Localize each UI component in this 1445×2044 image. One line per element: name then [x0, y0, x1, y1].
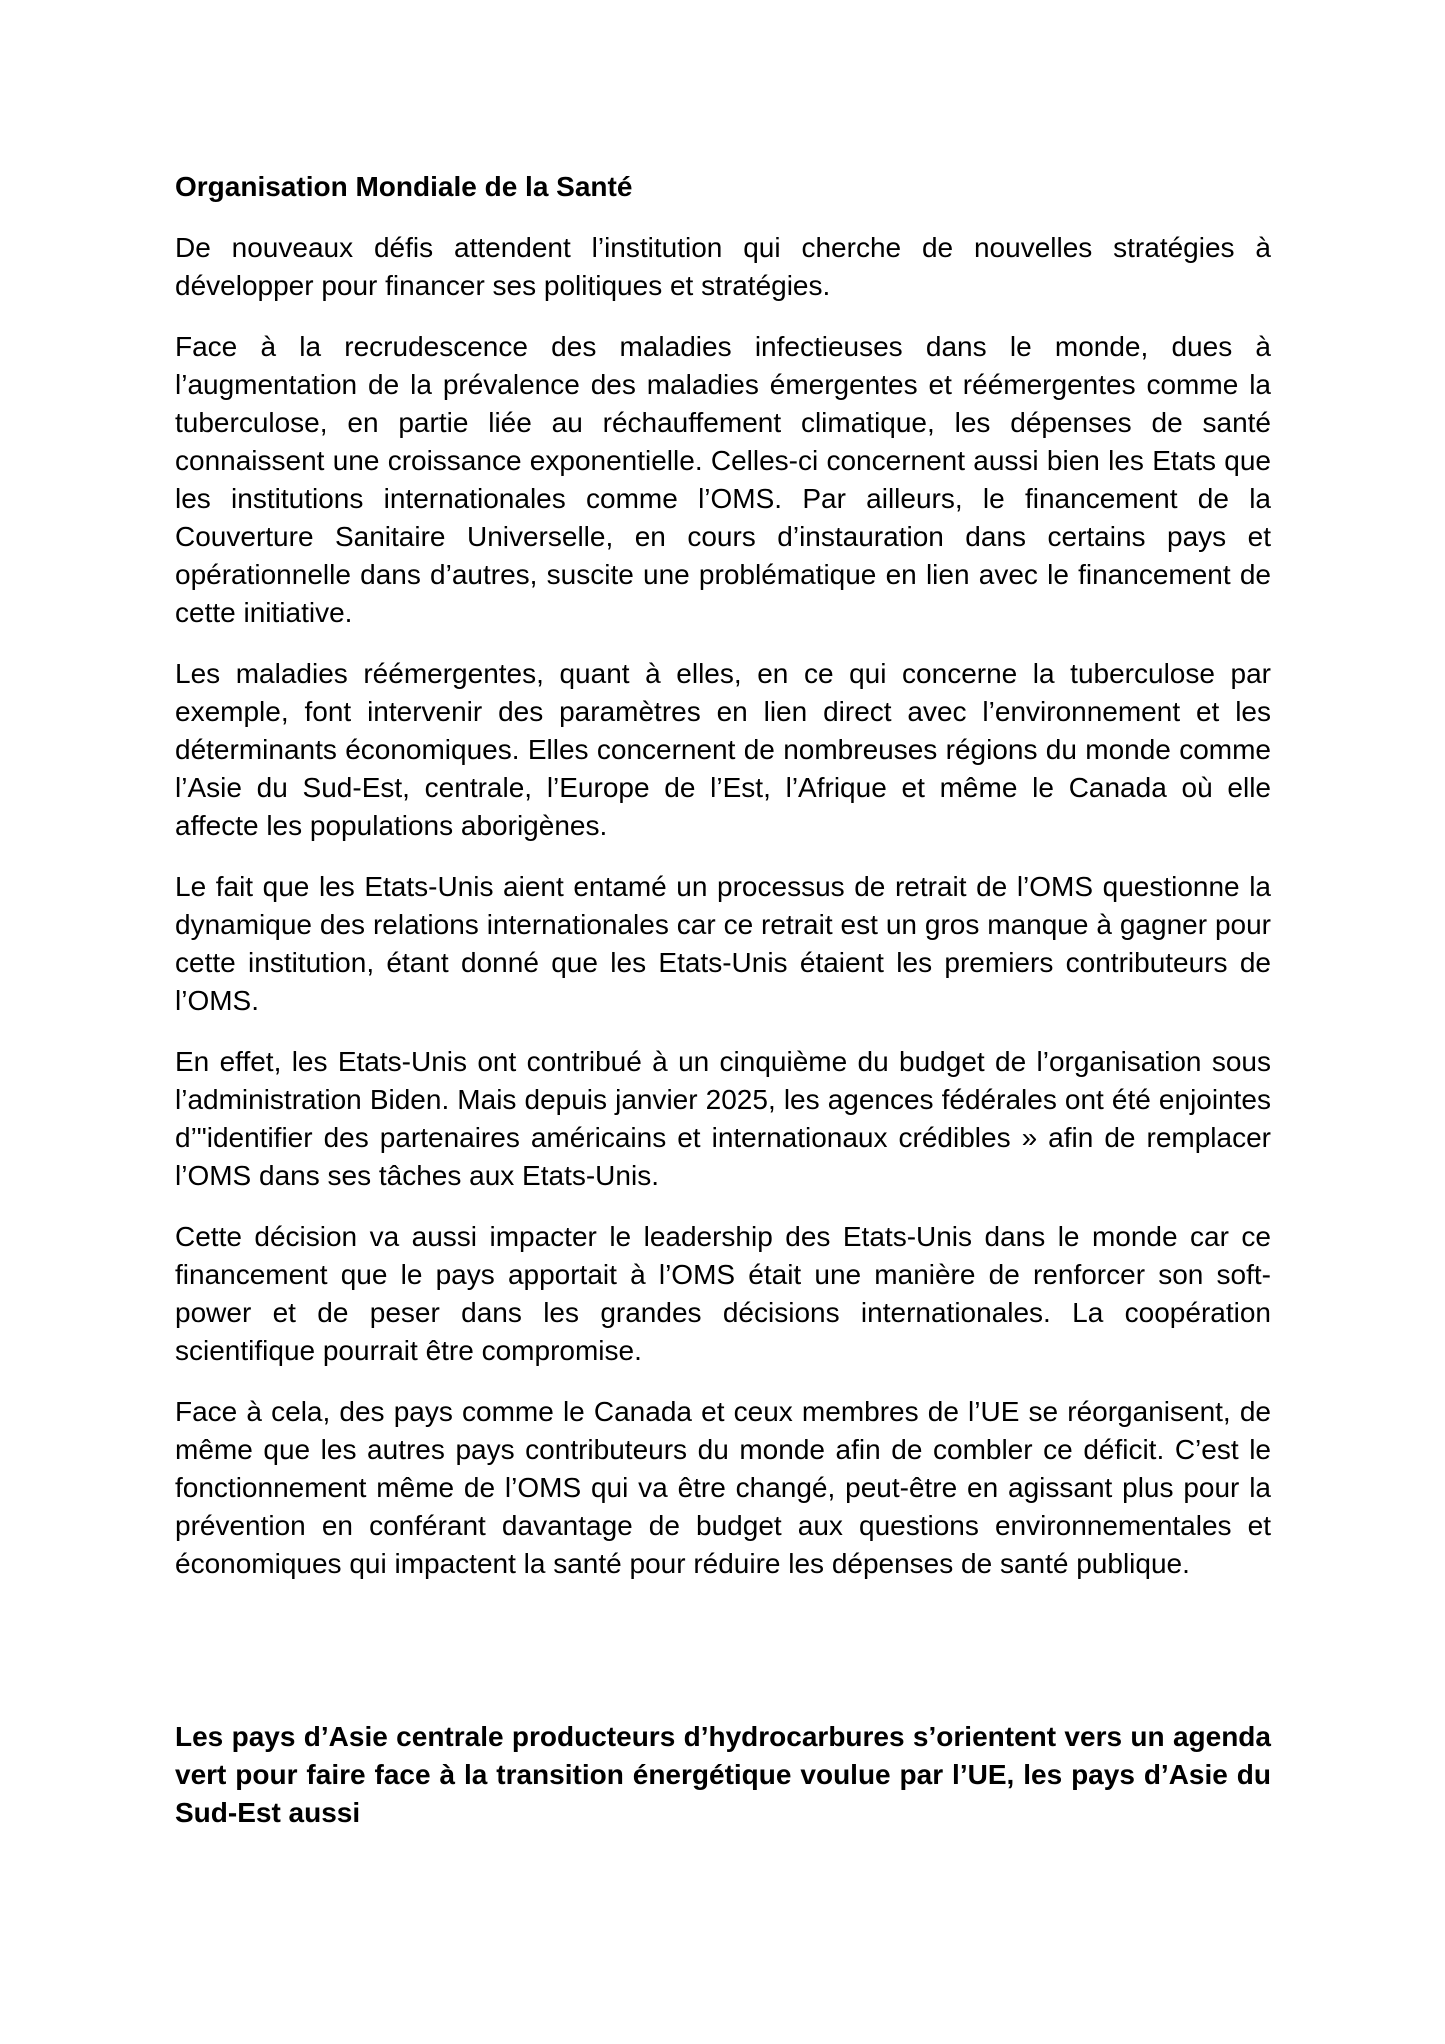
paragraph-budget-biden: En effet, les Etats-Unis ont contribué à un cinquième du budget de l’organisation sous l’administration Biden. Mais depuis janvier 2025, les agences fédérales ont été enjointes d’"identifier des partenaires américains et internationaux crédibles » afin de remplacer l’OMS dans ses tâches aux Etats-Unis. [175, 1046, 1271, 1191]
document-title: Organisation Mondiale de la Santé [175, 171, 633, 202]
paragraph-maladies-reemergentes: Les maladies réémergentes, quant à elles, en ce qui concerne la tuberculose par exemple, font intervenir des paramètres en lien direct avec l’environnement et les déterminants économiques. Elles concernent de nombreuses régions du monde comme l’Asie du Sud-Est, centrale, l’Europe de l’Est, l’Afrique et même le Canada où elle affecte les populations aborigènes. [175, 658, 1271, 841]
paragraph-reorganisation: Face à cela, des pays comme le Canada et ceux membres de l’UE se réorganisent, de même que les autres pays contributeurs du monde afin de combler ce déficit. C’est le fonctionnement même de l’OMS qui va être changé, peut-être en agissant plus pour la prévention en conférant davantage de budget aux questions environnementales et économiques qui impactent la santé pour réduire les dépenses de santé publique. [175, 1396, 1271, 1579]
document-content [175, 168, 1271, 1832]
paragraph-retrait-etats-unis: Le fait que les Etats-Unis aient entamé un processus de retrait de l’OMS questionne la dynamique des relations internationales car ce retrait est un gros manque à gagner pour cette institution, étant donné que les Etats-Unis étaient les premiers contributeurs de l’OMS. [175, 871, 1271, 1016]
paragraph-recrudescence: Face à la recrudescence des maladies infectieuses dans le monde, dues à l’augmentation de la prévalence des maladies émergentes et réémergentes comme la tuberculose, en partie liée au réchauffement climatique, les dépenses de santé connaissent une croissance exponentielle. Celles-ci concernent aussi bien les Etats que les institutions internationales comme l’OMS. Par ailleurs, le financement de la Couverture Sanitaire Universelle, en cours d’instauration dans certains pays et opérationnelle dans d’autres, suscite une problématique en lien avec le financement de cette initiative. [175, 331, 1271, 628]
section-spacer [175, 1606, 1271, 1718]
paragraph-leadership: Cette décision va aussi impacter le leadership des Etats-Unis dans le monde car ce financement que le pays apportait à l’OMS était une manière de renforcer son soft-power et de peser dans les grandes décisions internationales. La coopération scientifique pourrait être compromise. [175, 1221, 1271, 1366]
paragraph-intro: De nouveaux défis attendent l’institution qui cherche de nouvelles stratégies à développer pour financer ses politiques et stratégies. [175, 232, 1271, 301]
closing-heading: Les pays d’Asie centrale producteurs d’hydrocarbures s’orientent vers un agenda vert pour faire face à la transition énergétique voulue par l’UE, les pays d’Asie du Sud-Est aussi [175, 1721, 1271, 1828]
